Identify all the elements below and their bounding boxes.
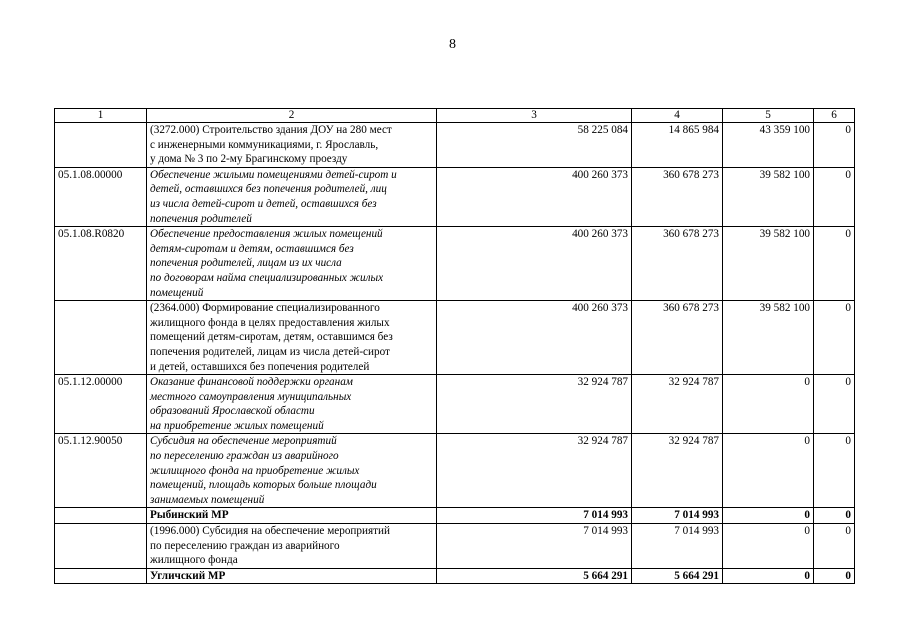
column-number: 4 [632,109,723,123]
row-name-line: попечения родителей, лицам из их числа [150,257,342,270]
row-value-v5: 0 [723,434,814,508]
row-value-v3: 400 260 373 [437,167,632,226]
row-name [147,434,437,508]
row-code [55,568,147,584]
page-number: 8 [449,37,456,52]
row-name-line: Обеспечение предоставления жилых помещений [150,228,383,241]
row-name [147,508,437,524]
row-code [55,524,147,569]
row-name-line: местного самоуправления муниципальных [150,390,352,403]
row-code [55,508,147,524]
row-value-v3: 58 225 084 [437,123,632,168]
row-value-v5: 0 [723,524,814,569]
row-name-line: образований Ярославской области [150,405,315,418]
row-value-v6: 0 [814,375,855,434]
row-value-v4: 7 014 993 [632,508,723,524]
row-value-v6: 0 [814,123,855,168]
row-name-line: и детей, оставшихся без попечения родителей [150,360,370,373]
table-row [55,227,855,301]
row-value-v3: 7 014 993 [437,508,632,524]
table-row [55,375,855,434]
row-code: 05.1.08.R0820 [55,227,147,301]
row-value-v3: 7 014 993 [437,524,632,569]
row-name-line: жилищного фонда [150,554,238,567]
row-code: 05.1.12.90050 [55,434,147,508]
row-value-v4: 360 678 273 [632,167,723,226]
budget-table-body [55,109,855,584]
row-name-line: (2364.000) Формирование специализированного [150,302,380,315]
table-row [55,568,855,584]
row-name [147,301,437,375]
row-code [55,301,147,375]
row-name-line: Угличский МР [150,569,226,582]
row-value-v6: 0 [814,508,855,524]
row-value-v4: 360 678 273 [632,227,723,301]
row-name-line: Оказание финансовой поддержки органам [150,376,353,389]
row-name-line: (3272.000) Строительство здания ДОУ на 280 мест [150,124,392,136]
table-row [55,508,855,524]
table-row [55,167,855,226]
row-name [147,375,437,434]
row-value-v5: 0 [723,375,814,434]
row-value-v4: 32 924 787 [632,375,723,434]
table-row [55,524,855,569]
table-row [55,434,855,508]
row-value-v6: 0 [814,301,855,375]
row-name-line: попечения родителей [150,212,252,225]
row-name-line: из числа детей-сирот и детей, оставшихся без [150,197,377,210]
row-name [147,524,437,569]
row-code [55,123,147,168]
row-name-line: жилищного фонда на приобретение жилых [150,464,360,477]
row-name-line: детей, оставшихся без попечения родителей, лиц [150,183,387,196]
row-name [147,123,437,168]
row-name-line: попечения родителей, лицам из числа детей-сирот [150,345,390,358]
row-value-v6: 0 [814,524,855,569]
row-value-v4: 14 865 984 [632,123,723,168]
column-number-row [55,109,855,123]
row-name-line: занимаемых помещений [150,493,265,506]
row-value-v3: 400 260 373 [437,227,632,301]
row-name-line: помещений детям-сиротам, детям, оставшимся без [150,331,393,344]
row-value-v6: 0 [814,227,855,301]
row-name-line: Рыбинский МР [150,509,229,522]
row-name-line: Обеспечение жилыми помещениями детей-сирот и [150,168,397,181]
budget-table [54,108,855,584]
row-value-v5: 39 582 100 [723,167,814,226]
row-name-line: детям-сиротам и детям, оставшимся без [150,242,354,255]
row-value-v6: 0 [814,568,855,584]
row-name [147,227,437,301]
column-number: 6 [814,109,855,123]
row-name-line: жилищного фонда в целях предоставления жилых [150,316,390,329]
row-name-line: помещений [150,286,204,299]
row-name-line: (1996.000) Субсидия на обеспечение мероприятий [150,525,391,538]
row-name-line: помещений, площадь которых больше площади [150,479,377,492]
row-value-v5: 43 359 100 [723,123,814,168]
row-name-line: с инженерными коммуникациями, г. Ярославль, [150,138,379,151]
row-value-v3: 32 924 787 [437,434,632,508]
row-name-line: по договорам найма специализированных жилых [150,271,384,284]
row-value-v4: 5 664 291 [632,568,723,584]
row-name-line: по переселению граждан из аварийного [150,450,339,463]
row-code: 05.1.12.00000 [55,375,147,434]
row-value-v6: 0 [814,434,855,508]
row-name [147,167,437,226]
table-row [55,123,855,168]
row-name-line: у дома № 3 по 2-му Брагинскому проезду [150,153,348,166]
row-value-v5: 0 [723,568,814,584]
row-name-line: Субсидия на обеспечение мероприятий [150,435,337,448]
row-value-v3: 5 664 291 [437,568,632,584]
row-value-v4: 32 924 787 [632,434,723,508]
row-name-line: на приобретение жилых помещений [150,419,324,432]
row-value-v3: 32 924 787 [437,375,632,434]
column-number: 2 [147,109,437,123]
row-name-line: по переселению граждан из аварийного [150,539,340,552]
row-code: 05.1.08.00000 [55,167,147,226]
row-value-v3: 400 260 373 [437,301,632,375]
row-value-v5: 39 582 100 [723,227,814,301]
row-name [147,568,437,584]
row-value-v4: 7 014 993 [632,524,723,569]
column-number: 1 [55,109,147,123]
table-row [55,301,855,375]
row-value-v4: 360 678 273 [632,301,723,375]
row-value-v6: 0 [814,167,855,226]
column-number: 3 [437,109,632,123]
column-number: 5 [723,109,814,123]
row-value-v5: 0 [723,508,814,524]
row-value-v5: 39 582 100 [723,301,814,375]
